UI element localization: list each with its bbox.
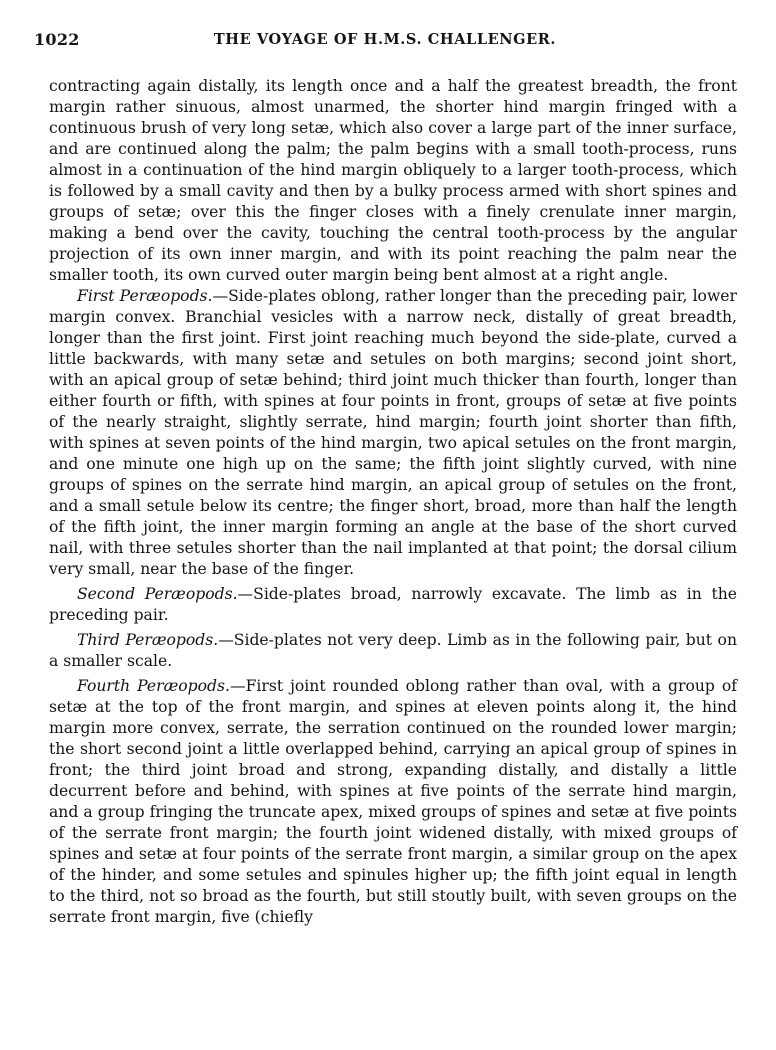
page-number: 1022 bbox=[34, 30, 80, 49]
section-heading: Third Peræopods. bbox=[77, 631, 219, 649]
paragraph-text: contracting again distally, its length once and a half the greatest breadth, the front margin rather sinuous, almost unarmed, the shorter hind margin fringed with a continuous brush of very long setæ, which also cover a large part of the inner surface, and are continued along the palm; the palm begins with a small tooth-process, runs almost in a continuation of the hind margin obliquely to a larger tooth-process, which is followed by a small cavity and then by a bulky process armed with short spines and groups of setæ; over this the finger closes with a finely crenulate inner margin, making a bend over the cavity, touching the central tooth-process by the angular projection of its own inner margin, and with its point reaching the palm near the smaller tooth, its own curved outer margin being bent almost at a right angle. bbox=[49, 77, 737, 284]
paragraph-chela-continuation bbox=[49, 76, 737, 286]
paragraph-first-peraeopods bbox=[49, 286, 737, 580]
section-heading: First Peræopods. bbox=[77, 287, 213, 305]
paragraph-text: —First joint rounded oblong rather than oval, with a group of setæ at the top of the front margin, and spines at eleven points along it, the hind margin more convex, serrate, the serration continued on the rounded lower margin; the short second joint a little overlapped behind, carrying an apical group of spines in front; the third joint broad and strong, expanding distally, and distally a little decurrent before and behind, with spines at five points of the serrate hind margin, and a group fringing the truncate apex, mixed groups of spines and setæ at five points of the serrate front margin; the fourth joint widened distally, with mixed groups of spines and setæ at four points of the serrate front margin, a similar group on the apex of the hinder, and some setules and spinules higher up; the fifth joint equal in length to the third, not so broad as the fourth, but still stoutly built, with seven groups on the serrate front margin, five (chiefly bbox=[49, 677, 737, 926]
paragraph-text: —Side-plates not very deep. Limb as in the following pair, but on a smaller scale. bbox=[49, 631, 737, 670]
paragraph-fourth-peraeopods bbox=[49, 676, 737, 928]
paragraph-text: —Side-plates oblong, rather longer than the preceding pair, lower margin convex. Branchial vesicles with a narrow neck, distally of great breadth, longer than the first joint. First joint reaching much beyond the side-plate, curved a little backwards, with many setæ and setules on both margins; second joint short, with an apical group of setæ behind; third joint much thicker than fourth, longer than either fourth or fifth, with spines at four points in front, groups of setæ at five points of the nearly straight, slightly serrate, hind margin; fourth joint shorter than fifth, with spines at seven points of the hind margin, two apical setules on the front margin, and one minute one high up on the same; the fifth joint slightly curved, with nine groups of spines on the serrate hind margin, an apical group of setules on the front, and a small setule below its centre; the finger short, broad, more than half the length of the fifth joint, the inner margin forming an angle at the base of the short curved nail, with three setules shorter than the nail implanted at that point; the dorsal cilium very small, near the base of the finger. bbox=[49, 287, 737, 578]
body-text bbox=[49, 76, 737, 928]
section-heading: Fourth Peræopods. bbox=[77, 677, 230, 695]
paragraph-third-peraeopods bbox=[49, 630, 737, 672]
running-head bbox=[34, 30, 736, 54]
paragraph-text: —Side-plates broad, narrowly excavate. The limb as in the preceding pair. bbox=[49, 585, 737, 624]
running-title: THE VOYAGE OF H.M.S. CHALLENGER. bbox=[213, 31, 557, 48]
section-heading: Second Peræopods. bbox=[77, 585, 238, 603]
paragraph-second-peraeopods bbox=[49, 584, 737, 626]
